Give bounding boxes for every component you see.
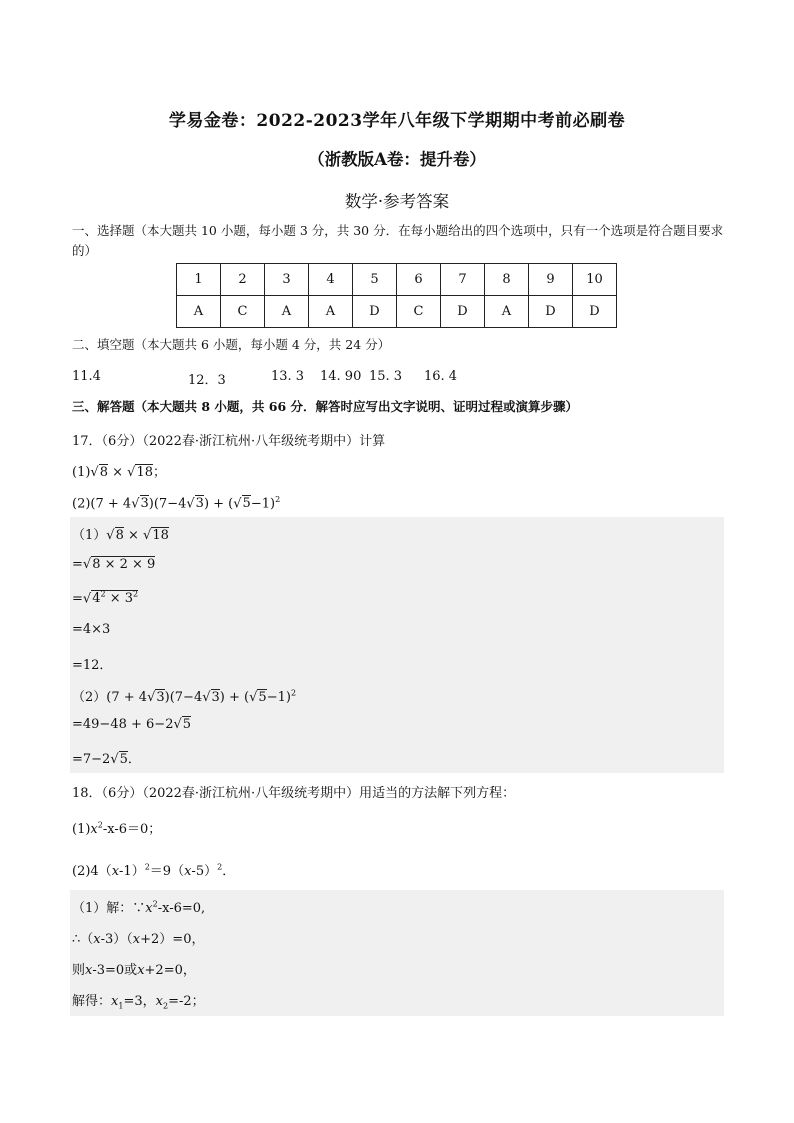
equals: = [72,591,83,607]
fill-answer-16: 16. 4 [424,369,458,384]
table-row [177,296,617,328]
section2-instructions: 二、填空题（本大题共 6 小题，每小题 4 分，共 24 分） [72,337,391,352]
table-cell: 3 [265,264,309,296]
table-cell: C [221,296,265,328]
q18-part2: $(2)4(x-1)^2=9(x-5)^2$． [72,862,236,879]
q17-solution-panel [70,517,724,773]
radicand: 8 [115,528,124,543]
radicand: 8 × 2 × 9 [92,557,156,572]
q17-sol1-line: （1）√8 × √18 [72,528,169,543]
fill-answer-15: 15. 3 [369,369,403,384]
q17-step1: =√8 × 2 × 9 [72,557,156,572]
label: （2） [72,690,107,705]
label: (1) [72,465,91,480]
table-cell: 4 [309,264,353,296]
q18-header: 18．（6分）（2022春·浙江杭州·八年级统考期中）用适当的方法解下列方程： [72,786,516,801]
document-subtitle: （浙教版A卷：提升卷） [308,150,486,169]
table-cell: A [177,296,221,328]
choice-answer-table [176,263,617,328]
q17-sol2-line: $(2)(7 + 4√3)(7-4√3) + (√5-1)^2$ [72,688,297,705]
table-cell: 5 [353,264,397,296]
radicand: $4^2 \times 3^2$ [92,590,139,607]
q17-part2: $(2)(7 + 4√3)(7-4√3) + (√5-1)^2$ [72,495,281,512]
table-cell: 10 [573,264,617,296]
q17-step4: =12． [72,658,113,673]
q17-step5: =49−48 + 6−2√5 [72,717,192,732]
fill-answer-13: 13. 3 [271,369,305,384]
q17-step6: =7−2√5． [72,752,141,767]
label: (2) [72,496,91,512]
table-cell: 8 [485,264,529,296]
radicand: 5 [242,496,251,512]
label: （1） [72,528,107,543]
table-cell: D [573,296,617,328]
radicand: 8 [99,465,108,480]
table-cell: 2 [221,264,265,296]
q17-step3: =4×3 [72,622,111,637]
table-cell: C [397,296,441,328]
q18-sol-line3: 则x-3=0或x+2=0， [72,963,196,978]
q18-part1: $(1)x^2-x-6=0$； [72,820,162,837]
q17-part1: (1)√8 × √18； [72,465,167,480]
table-cell: 6 [397,264,441,296]
operator: × [108,465,128,480]
q18-sol-line4: 解得：$x_1=3$，$x_2=-2$； [72,994,205,1011]
radicand: 3 [140,496,149,512]
exponent: 2 [275,495,281,504]
table-cell: A [485,296,529,328]
table-cell: A [265,296,309,328]
table-cell: A [309,296,353,328]
radicand: 18 [136,465,154,480]
q18-sol-line2: ∴（x-3）（x+2）=0， [72,932,205,947]
q18-sol-line1: （1）解：$\because x^2-x-6=0$, [72,899,206,916]
section1-instructions: 一、选择题（本大题共 10 小题，每小题 3 分，共 30 分．在每小题给出的四个选项中，只有一个选项是符合题目要求的） [72,223,724,258]
expr-mid: )(7−4 [148,496,187,512]
table-cell: 7 [441,264,485,296]
fill-answer-14: 14. 90 [320,369,362,384]
table-cell: 1 [177,264,221,296]
q17-header: 17．（6分）（2022春·浙江杭州·八年级统考期中）计算 [72,434,386,449]
table-cell: D [441,296,485,328]
table-cell: D [353,296,397,328]
q17-step2: $=√4^2 \times 3^2$ [72,590,139,607]
fill-answer-12: 12．3 [188,373,226,388]
expr-close: −1) [250,496,276,512]
document-title: 学易金卷：2022-2023学年八年级下学期期中考前必刷卷 [168,111,626,131]
operator: × [123,528,144,543]
punct: ； [153,465,167,480]
table-cell: 9 [529,264,573,296]
radicand: 18 [152,528,169,543]
table-row [177,264,617,296]
expr-close: ) + ( [203,496,234,512]
section3-instructions: 三、解答题（本大题共 8 小题，共 66 分．解答时应写出文字说明、证明过程或演算步骤） [72,399,579,414]
equals: = [72,557,83,572]
expr-open: (7 + 4 [90,496,132,512]
fill-answer-11: 11.4 [72,369,101,384]
radicand: 3 [195,496,204,512]
table-cell: D [529,296,573,328]
answer-heading: 数学·参考答案 [344,192,450,211]
